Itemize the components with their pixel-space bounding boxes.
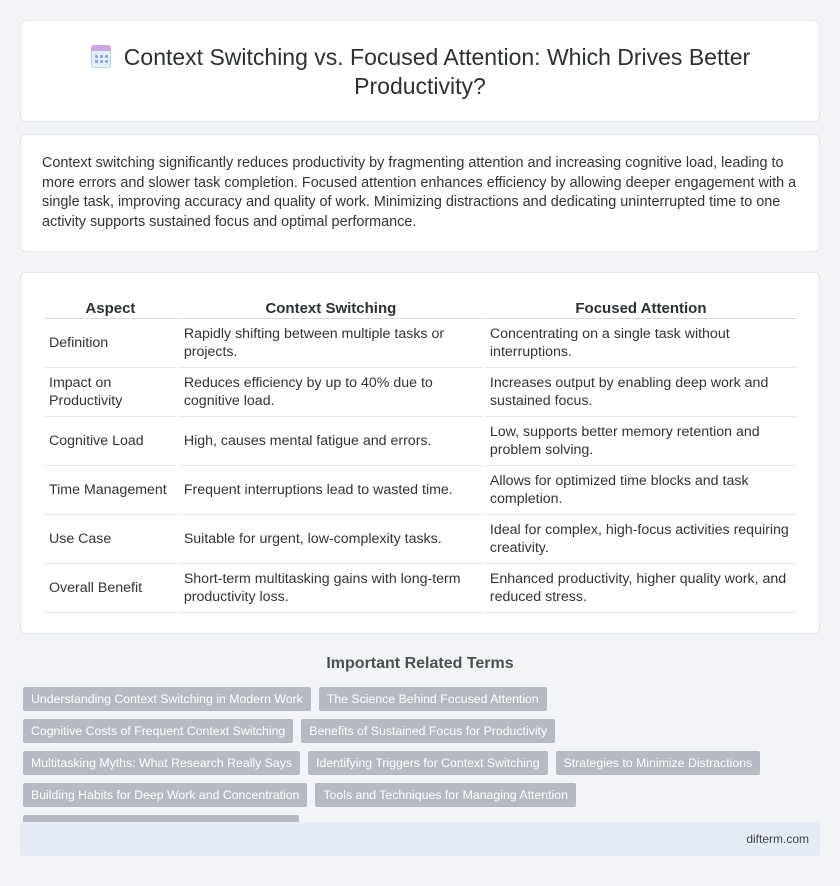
cell-aspect: Overall Benefit [44,564,177,613]
intro-paragraph: Context switching significantly reduces productivity by fragmenting attention and increasing cognitive load, leading to more errors and slower task completion. Focused attention enhances efficiency by allowing deeper engagement with a single task, improving accuracy and quality of work. Minimizing distractions and dedicating uninterrupted time to one activity supports sustained focus and optimal performance. [42,155,797,230]
related-term-tag[interactable]: Tools and Techniques for Managing Attention [315,783,576,807]
cell-aspect: Use Case [44,515,177,564]
cell-aspect: Definition [44,319,177,368]
related-term-tag[interactable]: Multitasking Myths: What Research Really Says [23,751,300,775]
column-header-focused-attention: Focused Attention [485,295,797,319]
related-term-tag[interactable]: The Science Behind Focused Attention [319,687,547,711]
cell-context-switching: Suitable for urgent, low-complexity tasks. [179,515,483,564]
column-header-context-switching: Context Switching [179,295,483,319]
related-term-tag[interactable]: Identifying Triggers for Context Switching [308,751,548,775]
related-term-tag[interactable]: Strategies to Minimize Distractions [556,751,761,775]
cell-focused-attention: Increases output by enabling deep work and sustained focus. [485,368,797,417]
cell-context-switching: Reduces efficiency by up to 40% due to cognitive load. [179,368,483,417]
column-header-aspect: Aspect [44,295,177,319]
intro-card [20,134,820,252]
cell-aspect: Time Management [44,466,177,515]
title-card [20,20,820,122]
cell-focused-attention: Ideal for complex, high-focus activities requiring creativity. [485,515,797,564]
table-row [44,466,797,515]
table-header-row [44,295,797,319]
table-row [44,564,797,613]
related-term-tag[interactable]: Understanding Context Switching in Modern Work [23,687,311,711]
cell-context-switching: High, causes mental fatigue and errors. [179,417,483,466]
cell-aspect: Cognitive Load [44,417,177,466]
title-wrap [71,43,769,101]
table-row [44,368,797,417]
related-term-tag[interactable]: Building Habits for Deep Work and Concentration [23,783,307,807]
related-terms-heading: Important Related Terms [326,655,514,672]
comparison-table [42,295,799,613]
related-term-tag[interactable]: Benefits of Sustained Focus for Productivity [301,719,555,743]
footer [20,822,820,856]
related-term-tag[interactable]: Cognitive Costs of Frequent Context Switching [23,719,293,743]
document-icon [90,44,112,68]
comparison-card [20,272,820,634]
cell-aspect: Impact on Productivity [44,368,177,417]
cell-focused-attention: Enhanced productivity, higher quality work, and reduced stress. [485,564,797,613]
cell-focused-attention: Allows for optimized time blocks and task completion. [485,466,797,515]
cell-context-switching: Rapidly shifting between multiple tasks or projects. [179,319,483,368]
cell-focused-attention: Concentrating on a single task without interruptions. [485,319,797,368]
table-row [44,319,797,368]
cell-context-switching: Short-term multitasking gains with long-term productivity loss. [179,564,483,613]
page-title: Context Switching vs. Focused Attention: Which Drives Better Productivity? [123,44,751,99]
cell-context-switching: Frequent interruptions lead to wasted time. [179,466,483,515]
table-row [44,417,797,466]
site-name[interactable]: difterm.com [746,832,809,846]
cell-focused-attention: Low, supports better memory retention and problem solving. [485,417,797,466]
table-row [44,515,797,564]
related-terms-list [23,687,803,839]
